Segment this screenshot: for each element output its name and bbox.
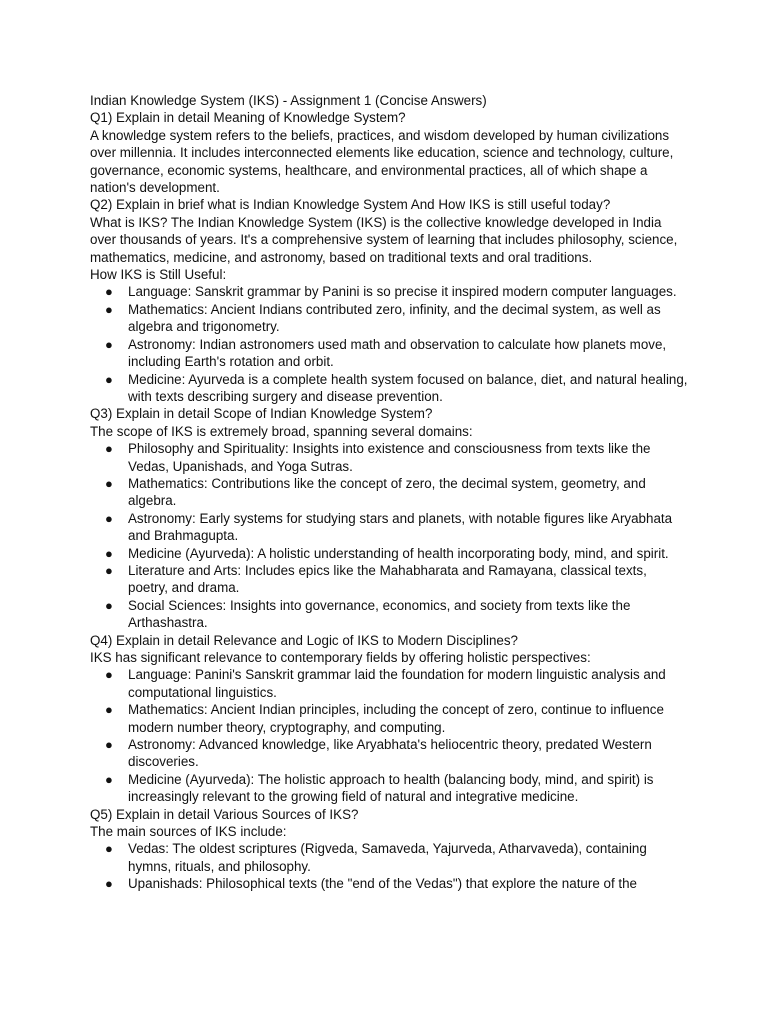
list-item: ● Language: Panini's Sanskrit grammar laid the foundation for modern linguistic analysis and computational linguistics. [105, 667, 666, 700]
bullet-icon: ● [105, 841, 113, 857]
bullet-icon: ● [105, 597, 113, 613]
list-item: ● Medicine (Ayurveda): A holistic understanding of health incorporating body, mind, and spirit. [105, 545, 669, 561]
list-item: ● Literature and Arts: Includes epics like the Mahabharata and Ramayana, classical texts, poetry, and drama. [105, 562, 647, 596]
bullet-icon: ● [105, 284, 113, 300]
intro-5: The main sources of IKS include: [90, 824, 287, 840]
list-item: ● Medicine: Ayurveda is a complete health system focused on balance, diet, and natural healing, with texts describing surgery and disease prevention. [105, 371, 688, 404]
bullet-icon: ● [105, 876, 113, 892]
list-5 [90, 840, 690, 892]
list-item: ● Philosophy and Spirituality: Insights into existence and consciousness from texts like the Vedas, Upanishads, and Yoga Sutras. [105, 441, 651, 474]
question-4: Q4) Explain in detail Relevance and Logic of IKS to Modern Disciplines? [90, 632, 518, 648]
bullet-icon: ● [105, 441, 113, 457]
answer-1: A knowledge system refers to the beliefs, practices, and wisdom developed by human civilizations over millennia. It includes interconnected elements like education, science and technology, culture, governance, economic systems, healthcare, and environmental practices, all of which shape a nation's development. [90, 127, 674, 196]
intro-4: IKS has significant relevance to contemporary fields by offering holistic perspectives: [90, 650, 591, 665]
list-item: ● Astronomy: Indian astronomers used math and observation to calculate how planets move, including Earth's rotation and orbit. [105, 336, 667, 370]
list-item: ● Upanishads: Philosophical texts (the "end of the Vedas") that explore the nature of the [105, 876, 638, 892]
document-title: Indian Knowledge System (IKS) - Assignment 1 (Concise Answers) [90, 93, 487, 108]
question-2: Q2) Explain in brief what is Indian Knowledge System And How IKS is still useful today? [90, 197, 611, 213]
bullet-icon: ● [105, 562, 113, 578]
list-item: ● Vedas: The oldest scriptures (Rigveda, Samaveda, Yajurveda, Atharvaveda), containing hymns, rituals, and philosophy. [105, 841, 647, 874]
list-item: ● Social Sciences: Insights into governance, economics, and society from texts like the Arthashastra. [105, 597, 631, 631]
list-item: ● Mathematics: Contributions like the concept of zero, the decimal system, geometry, and algebra. [105, 475, 646, 509]
question-1: Q1) Explain in detail Meaning of Knowledge System? [90, 110, 406, 126]
bullet-icon: ● [105, 702, 113, 718]
bullet-icon: ● [105, 667, 113, 683]
subheading-2: How IKS is Still Useful: [90, 267, 227, 283]
bullet-icon: ● [105, 545, 113, 561]
list-item: ● Mathematics: Ancient Indian principles, including the concept of zero, continue to influence modern number theory, cryptography, and computing. [105, 702, 664, 735]
list-3 [90, 440, 690, 631]
bullet-icon: ● [105, 771, 113, 787]
bullet-icon: ● [105, 301, 113, 317]
list-item: ● Astronomy: Early systems for studying stars and planets, with notable figures like Aryabhata and Brahmagupta. [105, 510, 673, 544]
question-5: Q5) Explain in detail Various Sources of IKS? [90, 806, 359, 822]
bullet-icon: ● [105, 510, 113, 526]
intro-3: The scope of IKS is extremely broad, spanning several domains: [90, 423, 473, 439]
list-2 [90, 283, 690, 405]
list-item: ● Astronomy: Advanced knowledge, like Aryabhata's heliocentric theory, predated Western discoveries. [105, 737, 652, 770]
bullet-icon: ● [105, 371, 113, 387]
question-3: Q3) Explain in detail Scope of Indian Knowledge System? [90, 406, 433, 422]
bullet-icon: ● [105, 475, 113, 491]
list-item: ● Medicine (Ayurveda): The holistic approach to health (balancing body, mind, and spirit) is increasingly relevant to the growing field of natural and integrative medicine. [105, 771, 654, 805]
answer-2: What is IKS? The Indian Knowledge System (IKS) is the collective knowledge developed in India over thousands of years. It's a comprehensive system of learning that includes philosophy, science, mathematics, medicine, and astronomy, based on traditional texts and oral traditions. [90, 214, 678, 265]
document-page [90, 92, 690, 893]
list-item: ● Language: Sanskrit grammar by Panini is so precise it inspired modern computer languages. [105, 284, 677, 300]
bullet-icon: ● [105, 737, 113, 753]
bullet-icon: ● [105, 336, 113, 352]
list-item: ● Mathematics: Ancient Indians contributed zero, infinity, and the decimal system, as well as algebra and trigonometry. [105, 301, 661, 335]
list-4 [90, 666, 690, 805]
